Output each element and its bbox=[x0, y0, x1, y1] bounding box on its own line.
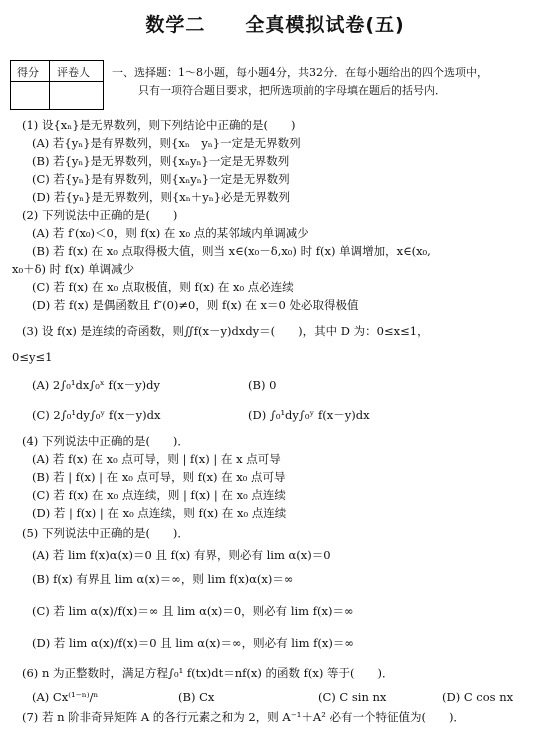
q6-option-d: (D) C cos nx bbox=[442, 690, 514, 704]
q1-stem: (1) 设{xₙ}是无界数列，则下列结论中正确的是( ) bbox=[22, 118, 296, 132]
q6-stem: (6) n 为正整数时，满足方程∫₀¹ f(tx)dt＝nf(x) 的函数 f(x) 等于( )． bbox=[22, 666, 394, 680]
q1-option-a: (A) 若{yₙ}是有界数列，则{xₙ yₙ}一定是无界数列 bbox=[32, 136, 301, 150]
q1-option-b: (B) 若{yₙ}是无界数列，则{xₙyₙ}一定是无界数列 bbox=[32, 154, 290, 168]
q2-option-c: (C) 若 f(x) 在 x₀ 点取极值，则 f(x) 在 x₀ 点必连续 bbox=[32, 280, 294, 294]
q5-option-d: (D) 若 lim α(x)/f(x)＝0 且 lim α(x)＝∞，则必有 lim f(x)＝∞ bbox=[32, 636, 354, 650]
q6-option-b: (B) Cx bbox=[178, 690, 215, 704]
q6-option-a: (A) Cx⁽¹⁻ⁿ⁾/ⁿ bbox=[32, 690, 99, 704]
q5-option-b: (B) f(x) 有界且 lim α(x)＝∞，则 lim f(x)α(x)＝∞ bbox=[32, 572, 294, 586]
q5-option-a: (A) 若 lim f(x)α(x)＝0 且 f(x) 有界，则必有 lim α(x)＝0 bbox=[32, 548, 331, 562]
q7-stem: (7) 若 n 阶非奇异矩阵 A 的各行元素之和为 2，则 A⁻¹＋A² 必有一个特征值为( )． bbox=[22, 710, 465, 724]
q3-option-c: (C) 2∫₀¹dy∫₀ʸ f(x－y)dx bbox=[32, 408, 161, 422]
q2-option-b-line2: x₀＋δ) 时 f(x) 单调减少 bbox=[12, 262, 135, 276]
q4-option-c: (C) 若 f(x) 在 x₀ 点连续，则 | f(x) | 在 x₀ 点连续 bbox=[32, 488, 286, 502]
q3-option-a: (A) 2∫₀¹dx∫₀ˣ f(x－y)dy bbox=[32, 378, 161, 392]
q4-option-d: (D) 若 | f(x) | 在 x₀ 点连续，则 f(x) 在 x₀ 点连续 bbox=[32, 506, 287, 520]
q2-option-a: (A) 若 f′(x₀)＜0，则 f(x) 在 x₀ 点的某邻域内单调减少 bbox=[32, 226, 309, 240]
q4-option-b: (B) 若 | f(x) | 在 x₀ 点可导，则 f(x) 在 x₀ 点可导 bbox=[32, 470, 286, 484]
q3-option-d: (D) ∫₀¹dy∫₀ʸ f(x－y)dx bbox=[248, 408, 370, 422]
section-instructions-line1: 一、选择题：1～8小题，每小题4分，共32分．在每小题给出的四个选项中， bbox=[112, 66, 488, 79]
page-title: 数学二 全真模拟试卷(五) bbox=[145, 14, 405, 36]
q3-option-b: (B) 0 bbox=[248, 378, 277, 392]
score-label: 得分 bbox=[17, 66, 39, 79]
q1-option-c: (C) 若{yₙ}是有界数列，则{xₙyₙ}一定是无界数列 bbox=[32, 172, 290, 186]
q5-stem: (5) 下列说法中正确的是( )． bbox=[22, 526, 189, 540]
section-instructions-line2: 只有一项符合题目要求，把所选项前的字母填在题后的括号内． bbox=[138, 84, 446, 97]
q2-stem: (2) 下列说法中正确的是( ) bbox=[22, 208, 178, 222]
q3-stem: (3) 设 f(x) 是连续的奇函数，则∬f(x－y)dxdy＝( )，其中 D 为：0≤x≤1， bbox=[22, 324, 429, 338]
q3-stem-cont: 0≤y≤1 bbox=[12, 350, 53, 364]
q2-option-d: (D) 若 f(x) 是偶函数且 f″(0)≠0，则 f(x) 在 x＝0 处必取得极值 bbox=[32, 298, 359, 312]
q1-option-d: (D) 若{yₙ}是无界数列，则{xₙ＋yₙ}必是无界数列 bbox=[32, 190, 291, 204]
grader-label: 评卷人 bbox=[57, 66, 90, 79]
q2-option-b-line1: (B) 若 f(x) 在 x₀ 点取得极大值，则当 x∈(x₀－δ,x₀) 时 f(x) 单调增加，x∈(x₀, bbox=[32, 244, 431, 258]
q6-option-c: (C) C sin nx bbox=[318, 690, 387, 704]
score-box bbox=[10, 60, 104, 110]
q4-stem: (4) 下列说法中正确的是( )． bbox=[22, 434, 189, 448]
q5-option-c: (C) 若 lim α(x)/f(x)＝∞ 且 lim α(x)＝0，则必有 lim f(x)＝∞ bbox=[32, 604, 354, 618]
q4-option-a: (A) 若 f(x) 在 x₀ 点可导，则 | f(x) | 在 x 点可导 bbox=[32, 452, 281, 466]
